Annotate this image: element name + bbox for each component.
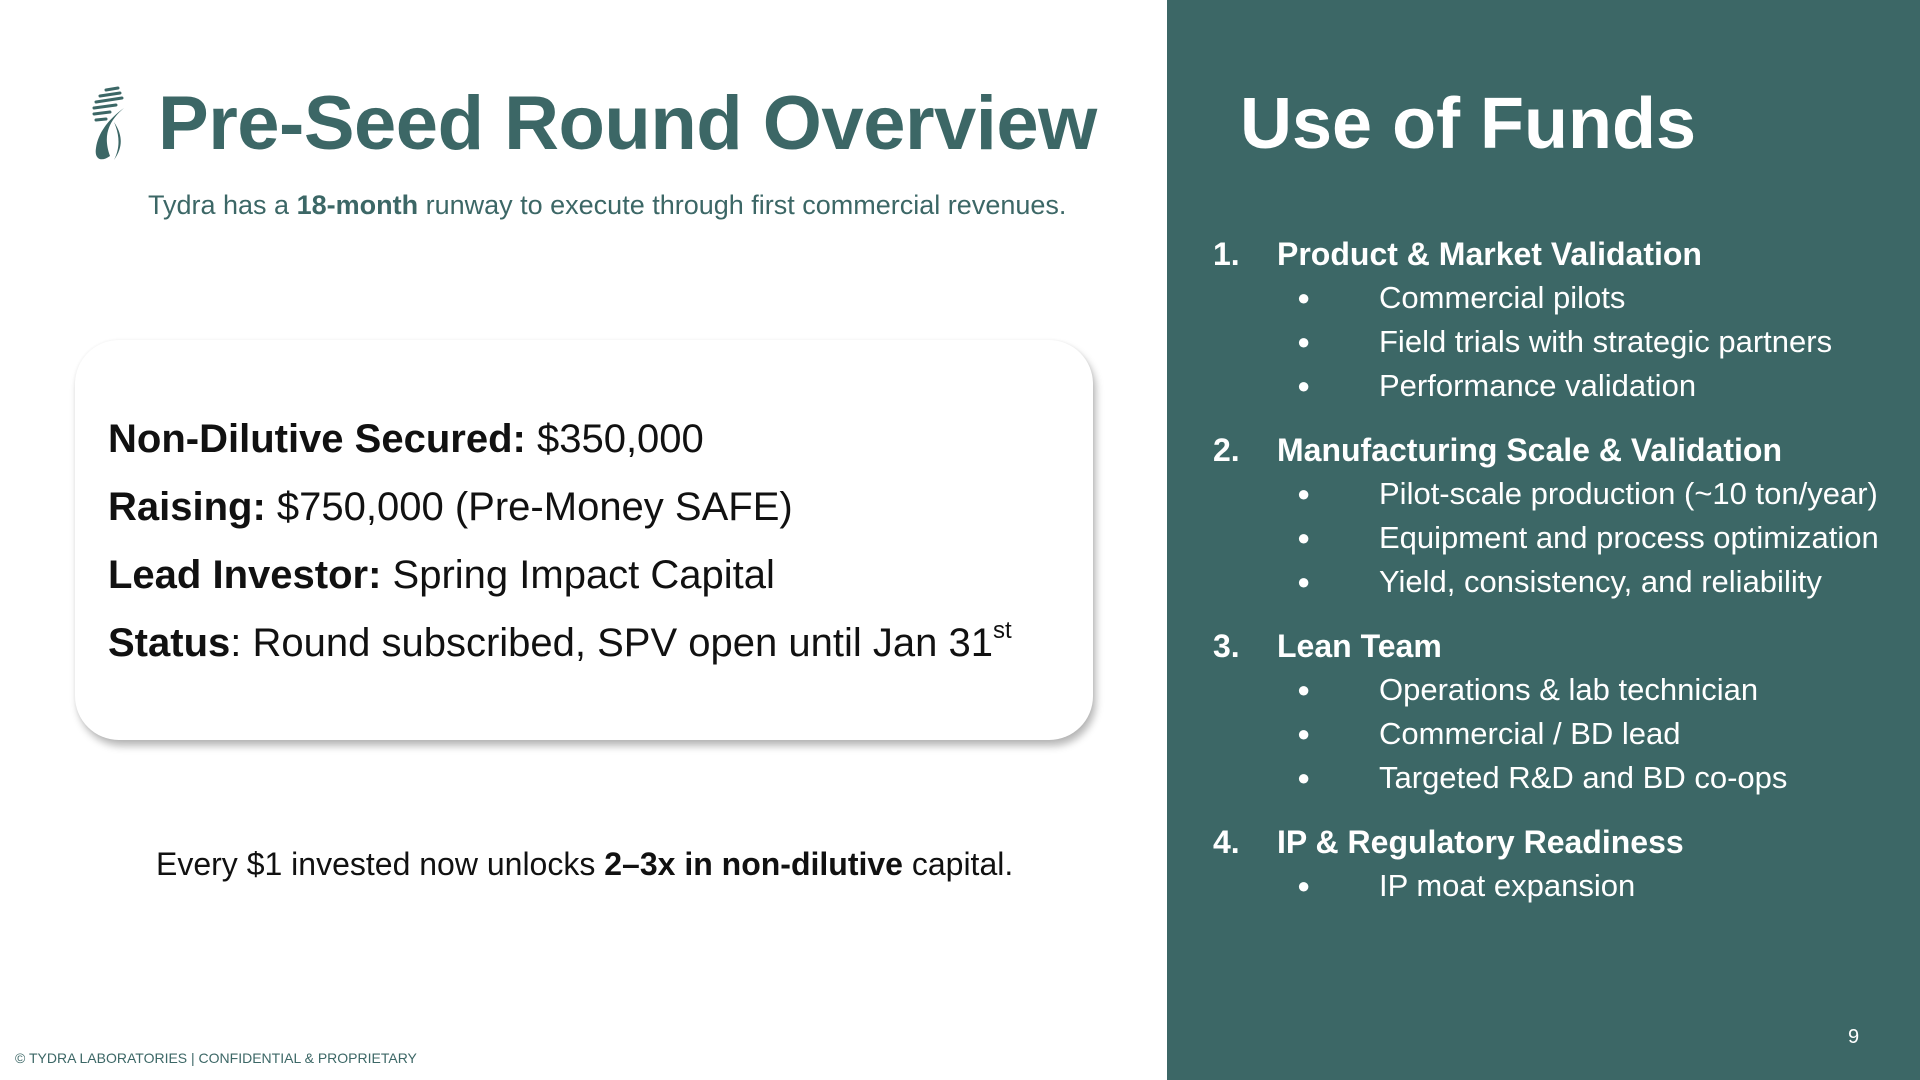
lead-investor-line bbox=[108, 548, 1012, 616]
fund-item bbox=[1213, 320, 1879, 364]
non-dilutive-line bbox=[108, 412, 1012, 480]
line-label: Non-Dilutive Secured: bbox=[108, 417, 526, 461]
bullet-icon: ● bbox=[1297, 285, 1311, 310]
confidentiality-footer: © TYDRA LABORATORIES | CONFIDENTIAL & PROPRIETARY bbox=[15, 1050, 417, 1066]
fund-item bbox=[1213, 364, 1879, 408]
fund-section bbox=[1213, 428, 1879, 604]
fund-number: 1. bbox=[1213, 235, 1240, 272]
bullet-icon: ● bbox=[1297, 765, 1311, 790]
fund-item bbox=[1213, 668, 1879, 712]
use-of-funds-title: Use of Funds bbox=[1240, 84, 1697, 164]
fund-item bbox=[1213, 472, 1879, 516]
fund-item-text: Yield, consistency, and reliability bbox=[1379, 564, 1822, 599]
raising-line bbox=[108, 480, 1012, 548]
subtitle-bold: 18-month bbox=[296, 190, 419, 220]
bullet-icon: ● bbox=[1297, 481, 1311, 506]
fund-item-text: Pilot-scale production (~10 ton/year) bbox=[1379, 476, 1878, 511]
line-label: Lead Investor: bbox=[108, 553, 382, 597]
fund-heading bbox=[1213, 232, 1879, 276]
status-line bbox=[108, 616, 1012, 684]
fund-heading-text: Product & Market Validation bbox=[1277, 235, 1702, 272]
fund-heading-text: Lean Team bbox=[1277, 627, 1442, 664]
fund-item-text: Targeted R&D and BD co-ops bbox=[1379, 760, 1788, 795]
fund-heading bbox=[1213, 820, 1879, 864]
subtitle-prefix: Tydra has a bbox=[148, 190, 297, 220]
fund-heading bbox=[1213, 624, 1879, 668]
fund-number: 4. bbox=[1213, 823, 1240, 860]
page-title: Pre-Seed Round Overview bbox=[158, 81, 1097, 166]
fund-item bbox=[1213, 864, 1879, 908]
line-label: Raising: bbox=[108, 485, 266, 529]
use-of-funds-list bbox=[1213, 232, 1879, 928]
subtitle-suffix: runway to execute through first commercial revenues. bbox=[418, 190, 1067, 220]
fund-number: 2. bbox=[1213, 431, 1240, 468]
bullet-icon: ● bbox=[1297, 525, 1311, 550]
fund-section bbox=[1213, 624, 1879, 800]
fund-item-text: Equipment and process optimization bbox=[1379, 520, 1879, 555]
cta-prefix: Every $1 invested now unlocks bbox=[156, 846, 605, 882]
tydra-logo-icon bbox=[84, 86, 136, 166]
fund-item-text: Performance validation bbox=[1379, 368, 1697, 403]
line-value: $750,000 (Pre-Money SAFE) bbox=[265, 485, 793, 529]
fund-item bbox=[1213, 560, 1879, 604]
line-value: Spring Impact Capital bbox=[381, 553, 775, 597]
cta-suffix: capital. bbox=[902, 846, 1014, 882]
runway-subtitle bbox=[148, 190, 1066, 221]
fund-item bbox=[1213, 276, 1879, 320]
line-value: $350,000 bbox=[525, 417, 704, 461]
fund-heading-text: Manufacturing Scale & Validation bbox=[1277, 431, 1782, 468]
fund-heading bbox=[1213, 428, 1879, 472]
bullet-icon: ● bbox=[1297, 677, 1311, 702]
fund-number: 3. bbox=[1213, 627, 1240, 664]
line-label: Status bbox=[108, 621, 231, 665]
fund-section bbox=[1213, 232, 1879, 408]
fund-item bbox=[1213, 516, 1879, 560]
fund-item-text: Commercial / BD lead bbox=[1379, 716, 1681, 751]
bullet-icon: ● bbox=[1297, 873, 1311, 898]
page-number: 9 bbox=[1848, 1026, 1860, 1048]
bullet-icon: ● bbox=[1297, 373, 1311, 398]
cta-bold: 2–3x in non-dilutive bbox=[604, 846, 903, 882]
fund-section bbox=[1213, 820, 1879, 908]
fund-item bbox=[1213, 756, 1879, 800]
fund-item-text: Field trials with strategic partners bbox=[1379, 324, 1833, 359]
fund-item-text: IP moat expansion bbox=[1379, 868, 1636, 903]
fund-heading-text: IP & Regulatory Readiness bbox=[1277, 823, 1684, 860]
bullet-icon: ● bbox=[1297, 329, 1311, 354]
round-summary-lines bbox=[108, 412, 1012, 684]
fund-item-text: Operations & lab technician bbox=[1379, 672, 1759, 707]
line-value: : Round subscribed, SPV open until Jan 31 bbox=[230, 621, 993, 665]
date-superscript: st bbox=[992, 617, 1012, 644]
fund-item bbox=[1213, 712, 1879, 756]
fund-item-text: Commercial pilots bbox=[1379, 280, 1626, 315]
investment-leverage-statement bbox=[156, 846, 1013, 883]
bullet-icon: ● bbox=[1297, 721, 1311, 746]
bullet-icon: ● bbox=[1297, 569, 1311, 594]
